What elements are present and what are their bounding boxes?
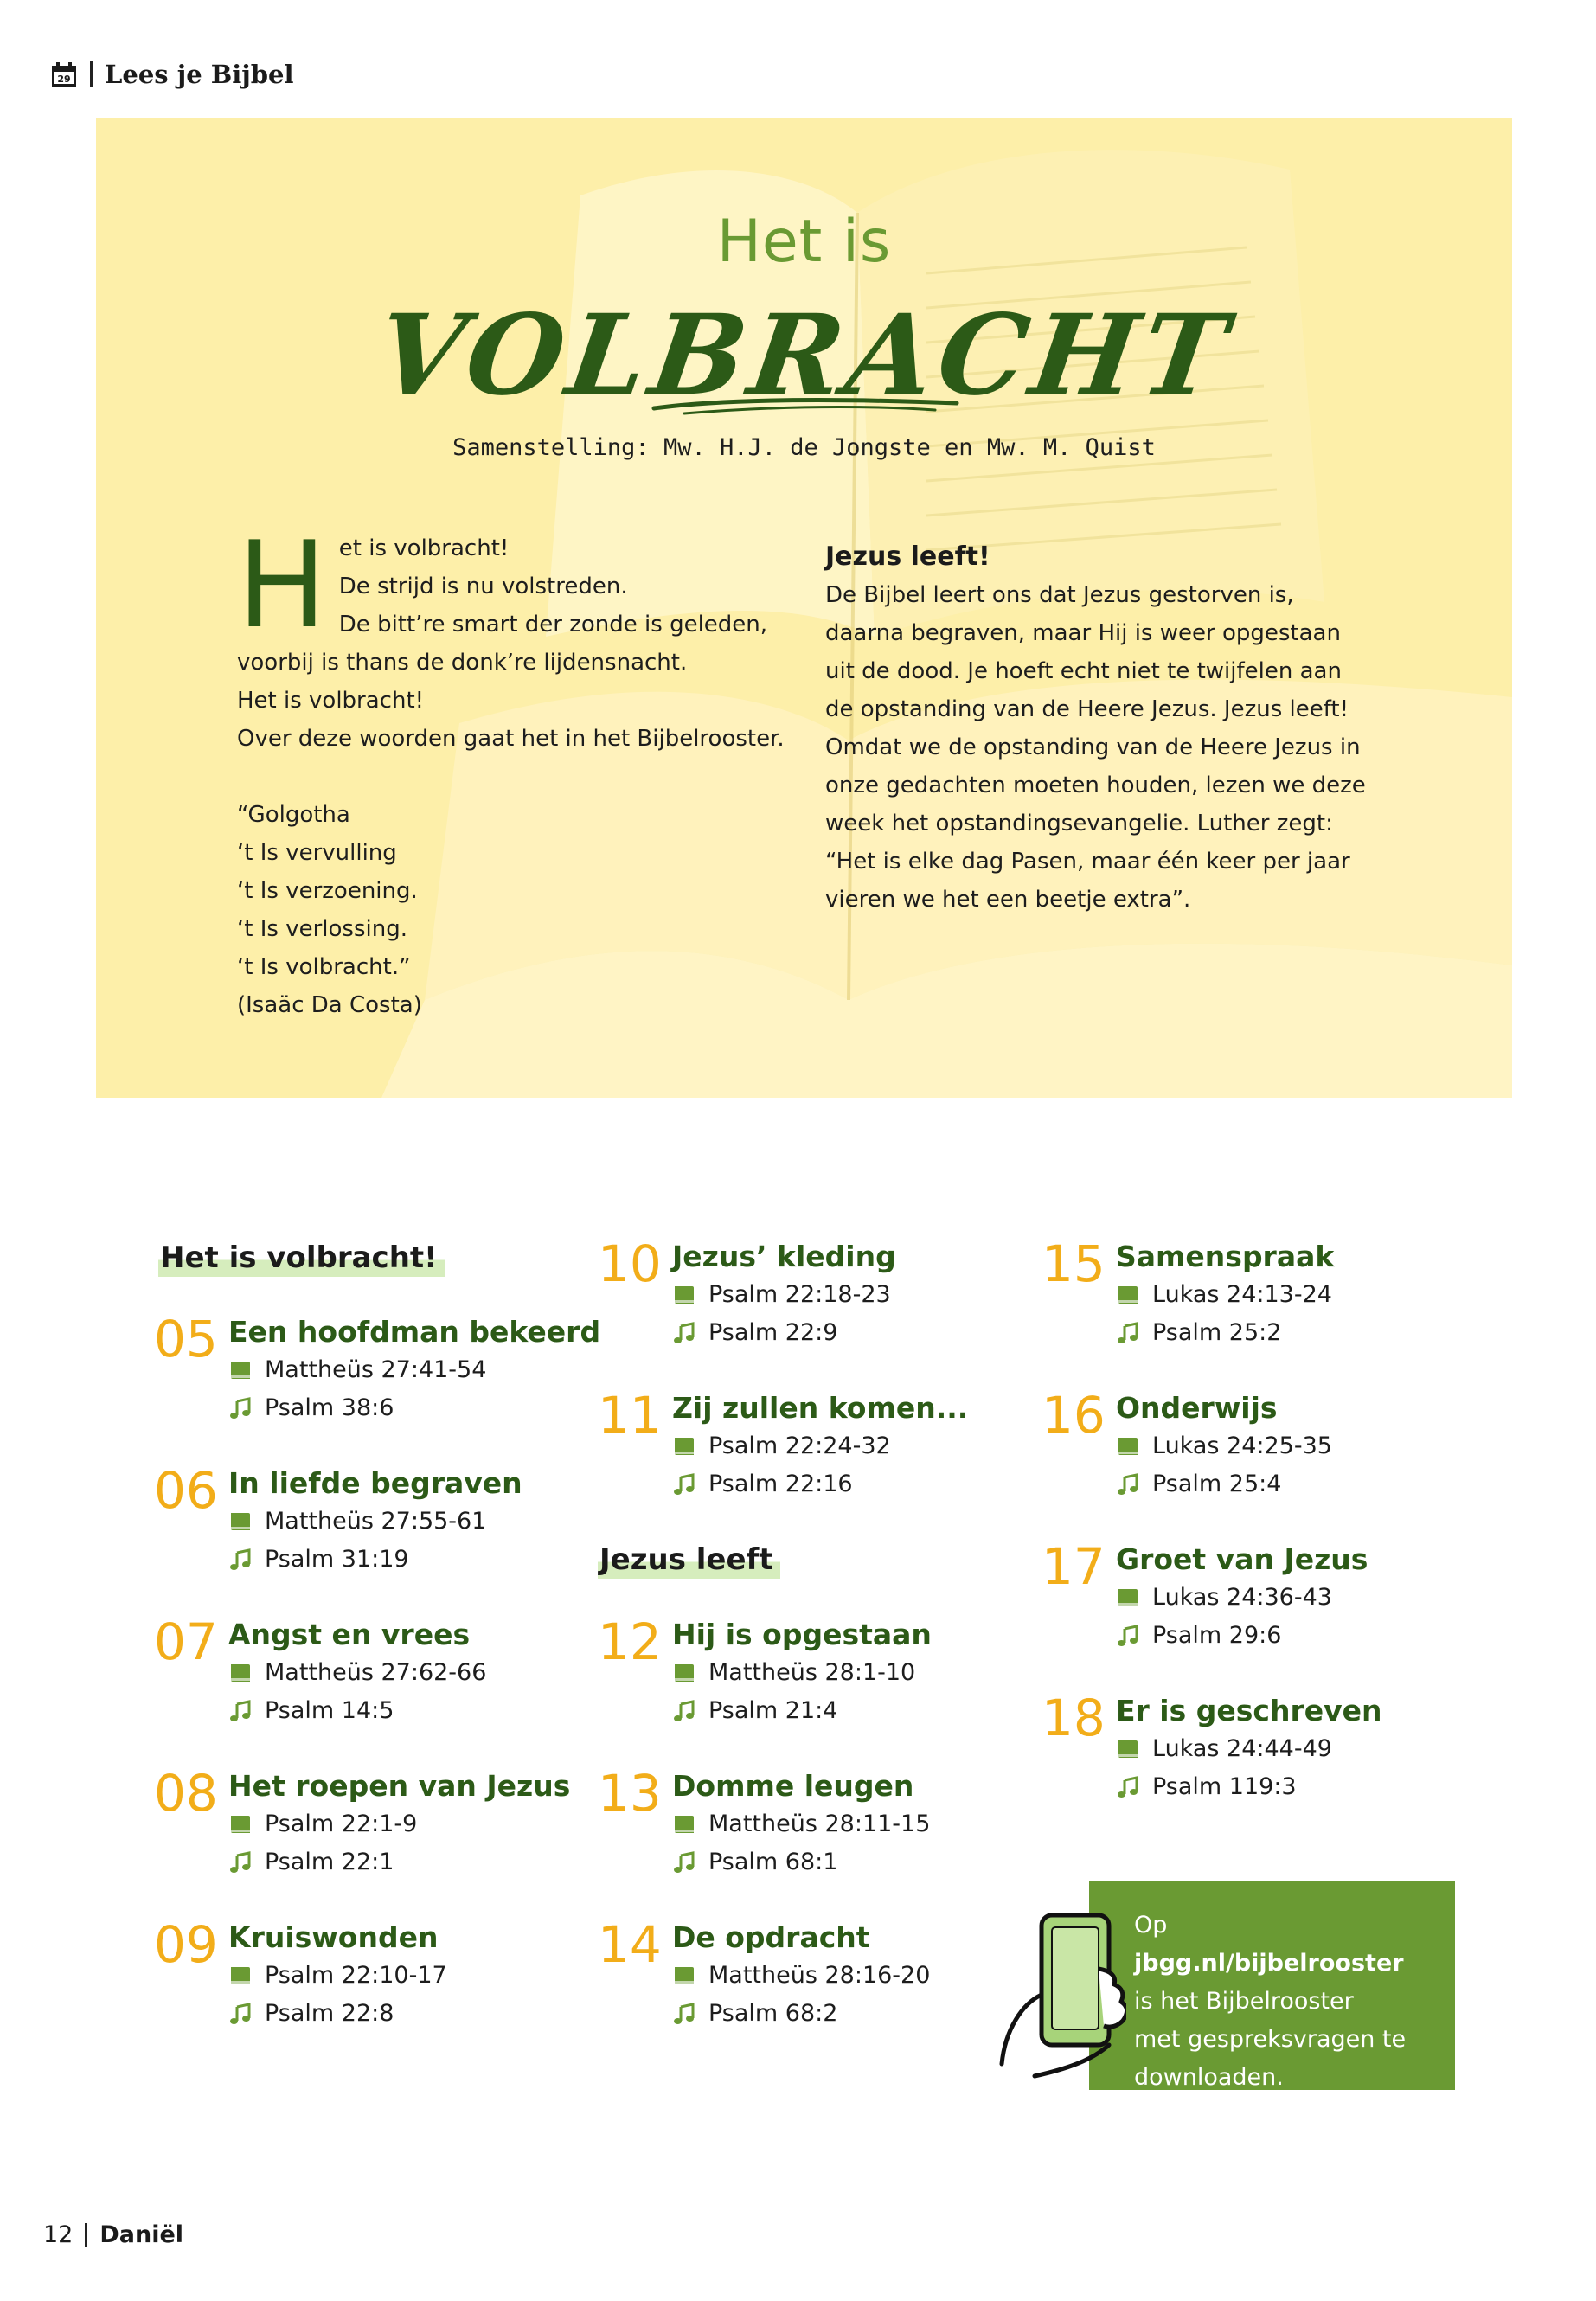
entry-day-number: 16	[1042, 1386, 1106, 1445]
reading-text: Psalm 22:10-17	[265, 1962, 447, 1989]
calendar-icon	[50, 61, 78, 88]
page-number: 12	[43, 2221, 74, 2248]
music-note-icon	[228, 1699, 253, 1723]
intro-line: voorbij is thans de donk’re lijdensnacht.	[237, 650, 688, 676]
entry-reading	[672, 1281, 891, 1308]
psalm-text: Psalm 25:2	[1152, 1319, 1282, 1346]
info-line-4: downloaden.	[1134, 2064, 1284, 2091]
section-heading-volbracht: Het is volbracht!	[158, 1240, 445, 1277]
music-note-icon	[1116, 1775, 1140, 1799]
footer-divider	[85, 2223, 87, 2247]
poem-line: ‘t Is verlossing.	[237, 916, 407, 942]
entry-psalm	[1116, 1622, 1281, 1649]
entry-day-number: 15	[1042, 1234, 1106, 1293]
music-note-icon	[672, 1472, 696, 1497]
jezus-leeft-text	[825, 538, 1379, 919]
book-icon	[228, 1812, 253, 1836]
psalm-text: Psalm 14:5	[265, 1697, 394, 1724]
brush-stroke-icon	[650, 393, 961, 419]
reading-text: Psalm 22:1-9	[265, 1811, 418, 1837]
entry-psalm	[672, 1319, 837, 1346]
book-icon	[672, 1964, 696, 1988]
intro-poem	[237, 516, 791, 1024]
entry-reading	[672, 1433, 891, 1459]
entry-reading	[672, 1962, 930, 1989]
entry-title: Angst en vrees	[228, 1618, 471, 1651]
entry-title: Er is geschreven	[1116, 1694, 1382, 1727]
entry-reading	[1116, 1735, 1332, 1762]
entry-reading	[672, 1811, 930, 1837]
intro-line: Over deze woorden gaat het in het Bijbelrooster.	[237, 726, 785, 752]
entry-title: In liefde begraven	[228, 1466, 522, 1500]
right-line: uit de dood. Je hoeft echt niet te twijfelen aan	[825, 658, 1342, 684]
reading-text: Mattheüs 27:62-66	[265, 1659, 487, 1686]
entry-reading	[228, 1356, 486, 1383]
drop-cap: H	[237, 516, 327, 655]
book-icon	[1116, 1586, 1140, 1610]
entry-psalm	[228, 1546, 409, 1573]
entry-title: Een hoofdman bekeerd	[228, 1315, 601, 1349]
book-icon	[228, 1509, 253, 1534]
intro-line: et is volbracht!	[338, 535, 510, 561]
reading-text: Lukas 24:36-43	[1152, 1584, 1332, 1611]
music-note-icon	[1116, 1321, 1140, 1345]
entry-day-number: 18	[1042, 1689, 1106, 1747]
reading-text: Lukas 24:25-35	[1152, 1433, 1332, 1459]
music-note-icon	[672, 1699, 696, 1723]
poem-line: ‘t Is verzoening.	[237, 878, 418, 904]
hero-title-line2: VOLBRACHT	[369, 291, 1240, 420]
header-title: Lees je Bijbel	[105, 60, 294, 89]
entry-reading	[228, 1508, 486, 1535]
reading-text: Lukas 24:44-49	[1152, 1735, 1332, 1762]
entry-psalm	[672, 1471, 853, 1497]
hero-banner	[96, 118, 1512, 1098]
music-note-icon	[672, 2002, 696, 2026]
right-line: Omdat we de opstanding van de Heere Jezus in	[825, 734, 1361, 760]
magazine-name: Daniël	[99, 2221, 184, 2248]
intro-line: De strijd is nu volstreden.	[338, 574, 628, 599]
entry-psalm	[228, 1697, 394, 1724]
page-footer	[43, 2221, 183, 2248]
right-line: vieren we het een beetje extra”.	[825, 887, 1191, 913]
music-note-icon	[1116, 1624, 1140, 1648]
book-icon	[672, 1661, 696, 1685]
info-prefix: Op	[1134, 1912, 1168, 1939]
book-icon	[228, 1358, 253, 1382]
psalm-text: Psalm 38:6	[265, 1394, 394, 1421]
entry-day-number: 12	[598, 1612, 662, 1671]
entry-day-number: 14	[598, 1915, 662, 1974]
entry-title: Groet van Jezus	[1116, 1542, 1368, 1576]
poem-line: ‘t Is volbracht.”	[237, 954, 411, 980]
entry-day-number: 05	[154, 1310, 218, 1368]
psalm-text: Psalm 25:4	[1152, 1471, 1282, 1497]
entry-title: Samenspraak	[1116, 1240, 1335, 1273]
right-line: De Bijbel leert ons dat Jezus gestorven is,	[825, 582, 1294, 608]
entry-day-number: 06	[154, 1461, 218, 1520]
entry-reading	[672, 1659, 915, 1686]
entry-reading	[1116, 1433, 1332, 1459]
reading-text: Mattheüs 27:55-61	[265, 1508, 487, 1535]
entry-title: Zij zullen komen...	[672, 1391, 969, 1425]
entry-day-number: 07	[154, 1612, 218, 1671]
entry-title: Domme leugen	[672, 1769, 914, 1803]
music-note-icon	[672, 1321, 696, 1345]
book-icon	[228, 1964, 253, 1988]
music-note-icon	[1116, 1472, 1140, 1497]
right-line: daarna begraven, maar Hij is weer opgestaan	[825, 620, 1341, 646]
download-info-box	[1089, 1881, 1455, 2090]
psalm-text: Psalm 119:3	[1152, 1773, 1297, 1800]
psalm-text: Psalm 31:19	[265, 1546, 409, 1573]
poem-line: ‘t Is vervulling	[237, 840, 397, 866]
music-note-icon	[228, 2002, 253, 2026]
book-icon	[1116, 1283, 1140, 1307]
book-icon	[672, 1283, 696, 1307]
entry-psalm	[672, 1697, 837, 1724]
entry-reading	[228, 1659, 486, 1686]
poem-attribution: (Isaäc Da Costa)	[237, 992, 422, 1018]
entry-reading	[228, 1962, 447, 1989]
psalm-text: Psalm 68:1	[708, 1849, 838, 1875]
reading-text: Psalm 22:24-32	[708, 1433, 891, 1459]
reading-text: Lukas 24:13-24	[1152, 1281, 1332, 1308]
entry-day-number: 09	[154, 1915, 218, 1974]
book-icon	[228, 1661, 253, 1685]
music-note-icon	[228, 1548, 253, 1572]
entry-psalm	[1116, 1773, 1297, 1800]
phone-in-hand-icon	[997, 1908, 1126, 2081]
entry-reading	[1116, 1281, 1332, 1308]
music-note-icon	[672, 1850, 696, 1875]
book-icon	[672, 1434, 696, 1458]
hero-title-line1: Het is	[716, 208, 892, 276]
poem-line: “Golgotha	[237, 802, 350, 828]
entry-psalm	[228, 1849, 394, 1875]
entry-day-number: 11	[598, 1386, 662, 1445]
info-line-3: met gespreksvragen te	[1134, 2026, 1407, 2053]
right-line: week het opstandingsevangelie. Luther zegt:	[825, 811, 1333, 836]
svg-text:29: 29	[57, 74, 71, 85]
entry-psalm	[672, 1849, 837, 1875]
entry-title: Jezus’ kleding	[672, 1240, 896, 1273]
entry-psalm	[1116, 1319, 1281, 1346]
right-heading: Jezus leeft!	[825, 542, 990, 572]
music-note-icon	[228, 1396, 253, 1420]
entry-psalm	[228, 1394, 394, 1421]
right-line: “Het is elke dag Pasen, maar één keer per jaar	[825, 849, 1350, 875]
entry-title: Onderwijs	[1116, 1391, 1278, 1425]
page-header	[50, 57, 294, 92]
entry-title: De opdracht	[672, 1920, 870, 1954]
entry-psalm	[228, 2000, 394, 2027]
intro-line: Het is volbracht!	[237, 688, 425, 714]
psalm-text: Psalm 68:2	[708, 2000, 838, 2027]
entry-title: Hij is opgestaan	[672, 1618, 932, 1651]
entry-day-number: 17	[1042, 1537, 1106, 1596]
info-line-1	[1134, 1907, 1434, 1983]
book-icon	[672, 1812, 696, 1836]
right-line: onze gedachten moeten houden, lezen we deze	[825, 772, 1366, 798]
entry-title: Het roepen van Jezus	[228, 1769, 571, 1803]
psalm-text: Psalm 22:1	[265, 1849, 394, 1875]
entry-day-number: 10	[598, 1234, 662, 1293]
psalm-text: Psalm 22:16	[708, 1471, 853, 1497]
reading-text: Mattheüs 28:1-10	[708, 1659, 916, 1686]
entry-reading	[1116, 1584, 1332, 1611]
psalm-text: Psalm 29:6	[1152, 1622, 1282, 1649]
entry-title: Kruiswonden	[228, 1920, 439, 1954]
intro-line: De bitt’re smart der zonde is geleden,	[338, 612, 768, 638]
entry-reading	[228, 1811, 417, 1837]
right-line: de opstanding van de Heere Jezus. Jezus leeft!	[825, 696, 1349, 722]
intro-spacer	[237, 758, 791, 796]
psalm-text: Psalm 22:9	[708, 1319, 838, 1346]
reading-text: Mattheüs 28:16-20	[708, 1962, 931, 1989]
reading-text: Mattheüs 27:41-54	[265, 1356, 487, 1383]
psalm-text: Psalm 22:8	[265, 2000, 394, 2027]
entry-day-number: 13	[598, 1764, 662, 1823]
entry-psalm	[1116, 1471, 1281, 1497]
book-icon	[1116, 1434, 1140, 1458]
reading-text: Psalm 22:18-23	[708, 1281, 891, 1308]
header-divider	[90, 61, 93, 87]
reading-text: Mattheüs 28:11-15	[708, 1811, 931, 1837]
bijbelrooster-link[interactable]: jbgg.nl/bijbelrooster	[1134, 1950, 1404, 1977]
entry-day-number: 08	[154, 1764, 218, 1823]
book-icon	[1116, 1737, 1140, 1761]
info-line-2: is het Bijbelrooster	[1134, 1988, 1354, 2015]
entry-psalm	[672, 2000, 837, 2027]
psalm-text: Psalm 21:4	[708, 1697, 838, 1724]
music-note-icon	[228, 1850, 253, 1875]
section-heading-jezus-leeft: Jezus leeft	[598, 1542, 780, 1579]
hero-credit: Samenstelling: Mw. H.J. de Jongste en Mw. M. Quist	[452, 434, 1156, 461]
